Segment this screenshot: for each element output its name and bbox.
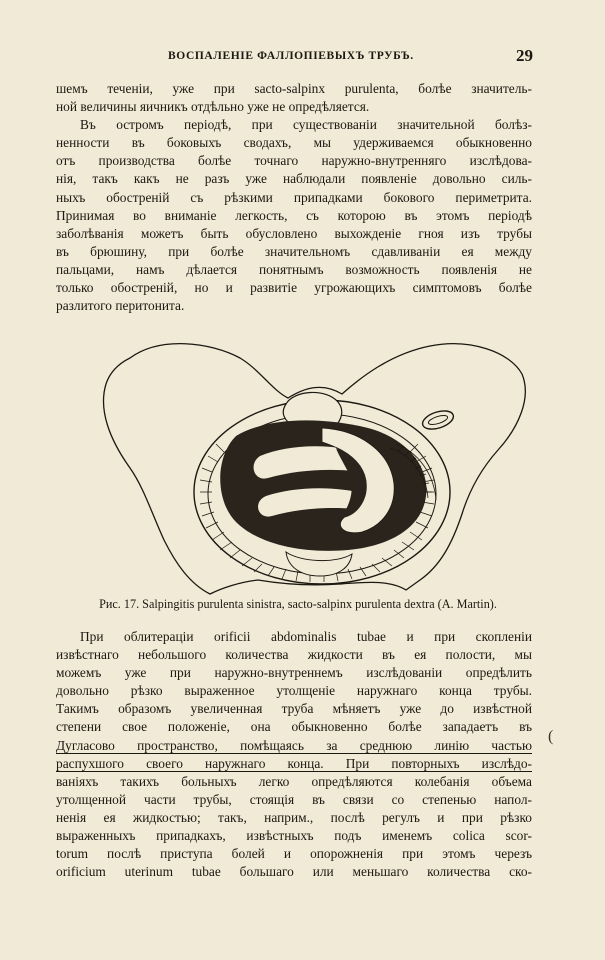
text-line-underlined: Дугласово пространство, помѣщаясь за среднюю линію частью [56,737,532,753]
page-number: 29 [516,46,533,65]
bottom-text-block [56,628,532,881]
figure-caption: Рис. 17. Salpingitis purulenta sinistra, sacto-salpinx purulenta dextra (A. Martin). [99,597,497,611]
text-line: пальцами, намъ дѣлается понятнымъ возможность появленія не [56,261,532,277]
text-line: заболѣванія можетъ быть обусловлено выхожденіе гноя изъ трубы [56,225,532,241]
text-line: torum послѣ приступа болей и опорожненія при этомъ черезъ [56,846,532,862]
text-line: только обостреній, но и развитіе угрожающихъ симптомовъ болѣе [56,280,532,296]
top-text-block [56,80,532,315]
text-line: можемъ уже при наружно-внутреннемъ изслѣдованіи опредѣлить [56,665,532,681]
running-head [56,46,533,68]
text-line: въ брюшину, при болѣе значительномъ сдавливаніи ея между [56,243,532,259]
text-line: ной величины яичникъ отдѣльно уже не опредѣляется. [56,99,370,115]
text-line: извѣстнаго небольшого количества жидкости въ ея полости, мы [56,647,532,663]
text-line: выраженныхъ припадкахъ, извѣстныхъ подъ именемъ colica scor- [56,828,532,844]
running-head-title: ВОСПАЛЕНІЕ ФАЛЛОПІЕВЫХЪ ТРУБЪ. [168,50,414,62]
text-line: Принимая во вниманіе легкость, съ которою въ этомъ періодѣ [56,207,532,223]
text-line: ненія ея жидкостью; такъ, наприм., послѣ регулъ и при рѣзко [56,809,532,825]
text-line: отъ производства болѣе точнаго наружно-внутренняго изслѣдова- [56,153,532,169]
text-line: ваніяхъ такихъ больныхъ легко опредѣляются колебанія объема [56,773,532,789]
text-line: разлитого перитонита. [56,298,185,314]
text-line: Въ остромъ періодѣ, при существованіи значительной болѣз- [80,117,532,133]
margin-pencil-mark: ( [548,728,554,745]
text-line: шемъ теченіи, уже при sacto-salpinx purulenta, болѣе значитель- [56,81,532,96]
text-line: Такимъ образомъ увеличенная труба мѣняетъ уже до извѣстной [56,701,532,717]
text-line: степени свое положеніе, она обыкновенно болѣе западаетъ въ [56,719,532,735]
text-line: нія, такъ какъ не разъ уже наблюдали появленіе довольно силь- [56,171,532,187]
text-line: orificium uterinum tubae большаго или меньшаго количества ско- [56,864,532,880]
text-line-underlined: распухшого своего наружнаго конца. При повторныхъ изслѣдо- [56,755,532,771]
text-line: ненности въ боковыхъ сводахъ, мы удерживаемся обыкновенно [56,135,532,151]
text-line: ныхъ обостреній съ рѣзкими припадками бокового периметрита. [56,189,532,205]
text-line: утолщенной части трубы, стоящія въ связи со степенью напол- [56,791,532,807]
text-line: При облитераціи orificii abdominalis tubae и при скопленіи [80,629,532,644]
anatomical-figure-illustration [90,318,530,596]
text-line: довольно рѣзко выраженное утолщеніе наружнаго конца трубы. [56,683,532,699]
